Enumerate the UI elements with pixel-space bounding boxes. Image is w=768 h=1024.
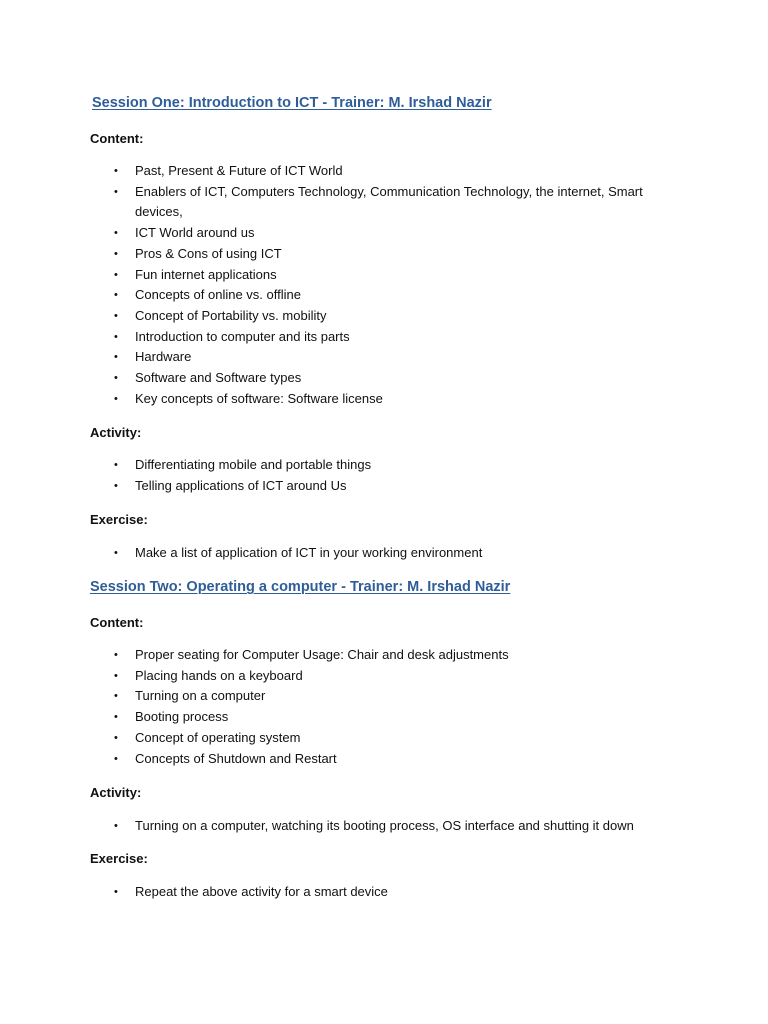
list-item	[0, 645, 768, 666]
list-item	[0, 306, 768, 327]
session-two-content-label: Content:	[90, 615, 144, 630]
list-item	[0, 455, 768, 476]
list-item	[0, 728, 768, 749]
list-item-text: Repeat the above activity for a smart device	[135, 884, 388, 899]
bullet-icon: •	[114, 752, 118, 765]
bullet-icon: •	[114, 289, 118, 302]
bullet-icon: •	[114, 227, 118, 240]
list-item-text: Telling applications of ICT around Us	[135, 477, 347, 493]
list-item	[0, 882, 768, 903]
list-item	[0, 182, 768, 223]
list-item-text: Hardware	[135, 349, 192, 365]
bullet-icon: •	[114, 351, 118, 364]
list-item-text: Introduction to computer and its parts	[135, 328, 350, 344]
list-item-text: ICT World around us	[135, 225, 255, 241]
list-item-text: Concepts of online vs. offline	[135, 287, 301, 303]
bullet-icon: •	[114, 165, 118, 177]
list-item	[0, 244, 768, 265]
session-two-exercise-label: Exercise:	[90, 851, 148, 866]
bullet-icon: •	[114, 392, 118, 405]
list-item	[0, 666, 768, 687]
bullet-icon: •	[114, 479, 118, 492]
session-two-activity-label: Activity:	[90, 785, 142, 800]
list-item-text: Fun internet applications	[135, 266, 277, 282]
list-item-text: Booting process	[135, 709, 229, 725]
list-item	[0, 816, 768, 837]
list-item	[0, 476, 768, 497]
list-item	[0, 327, 768, 348]
bullet-icon: •	[114, 185, 118, 198]
list-item	[0, 543, 768, 564]
list-item-text: Placing hands on a keyboard	[135, 667, 303, 683]
list-item	[0, 161, 768, 182]
bullet-icon: •	[114, 459, 118, 471]
session-two-content-list	[0, 645, 768, 769]
list-item-text: Past, Present & Future of ICT World	[135, 163, 343, 178]
list-item-text: Proper seating for Computer Usage: Chair and desk adjustments	[135, 647, 509, 662]
session-one-activity-label: Activity:	[90, 425, 142, 440]
list-item	[0, 223, 768, 244]
list-item	[0, 749, 768, 770]
session-one-title: Session One: Introduction to ICT - Trainer: M. Irshad Nazir	[92, 95, 492, 111]
session-two-activity-list	[0, 816, 768, 837]
list-item-text: Concepts of Shutdown and Restart	[135, 750, 337, 766]
list-item-text: Key concepts of software: Software license	[135, 390, 383, 406]
bullet-icon: •	[114, 711, 118, 724]
list-item	[0, 686, 768, 707]
bullet-icon: •	[114, 309, 118, 322]
list-item-text: Pros & Cons of using ICT	[135, 245, 282, 261]
list-item-text: Turning on a computer	[135, 688, 266, 704]
bullet-icon: •	[114, 330, 118, 343]
list-item-text: Differentiating mobile and portable things	[135, 457, 372, 472]
list-item	[0, 347, 768, 368]
session-two-exercise-list	[0, 882, 768, 903]
list-item-text: Enablers of ICT, Computers Technology, Communication Technology, the internet, Smart devices,	[135, 183, 643, 220]
list-item	[0, 265, 768, 286]
bullet-icon: •	[114, 372, 118, 385]
bullet-icon: •	[114, 649, 118, 661]
bullet-icon: •	[114, 690, 118, 703]
bullet-icon: •	[114, 669, 118, 682]
list-item	[0, 368, 768, 389]
session-one-exercise-list	[0, 543, 768, 564]
list-item-text: Concept of operating system	[135, 729, 301, 745]
bullet-icon: •	[114, 820, 118, 832]
session-two-title: Session Two: Operating a computer - Trainer: M. Irshad Nazir	[90, 579, 511, 595]
list-item	[0, 389, 768, 410]
list-item-text: Software and Software types	[135, 370, 302, 386]
bullet-icon: •	[114, 247, 118, 260]
bullet-icon: •	[114, 731, 118, 744]
bullet-icon: •	[114, 268, 118, 281]
bullet-icon: •	[114, 886, 118, 898]
list-item	[0, 285, 768, 306]
session-one-content-list	[0, 161, 768, 409]
session-one-activity-list	[0, 455, 768, 496]
list-item	[0, 707, 768, 728]
bullet-icon: •	[114, 547, 118, 559]
session-one-content-label: Content:	[90, 131, 144, 146]
list-item-text: Make a list of application of ICT in your working environment	[135, 545, 483, 560]
session-one-exercise-label: Exercise:	[90, 512, 148, 527]
list-item-text: Concept of Portability vs. mobility	[135, 307, 327, 323]
list-item-text: Turning on a computer, watching its booting process, OS interface and shutting it down	[135, 818, 634, 833]
